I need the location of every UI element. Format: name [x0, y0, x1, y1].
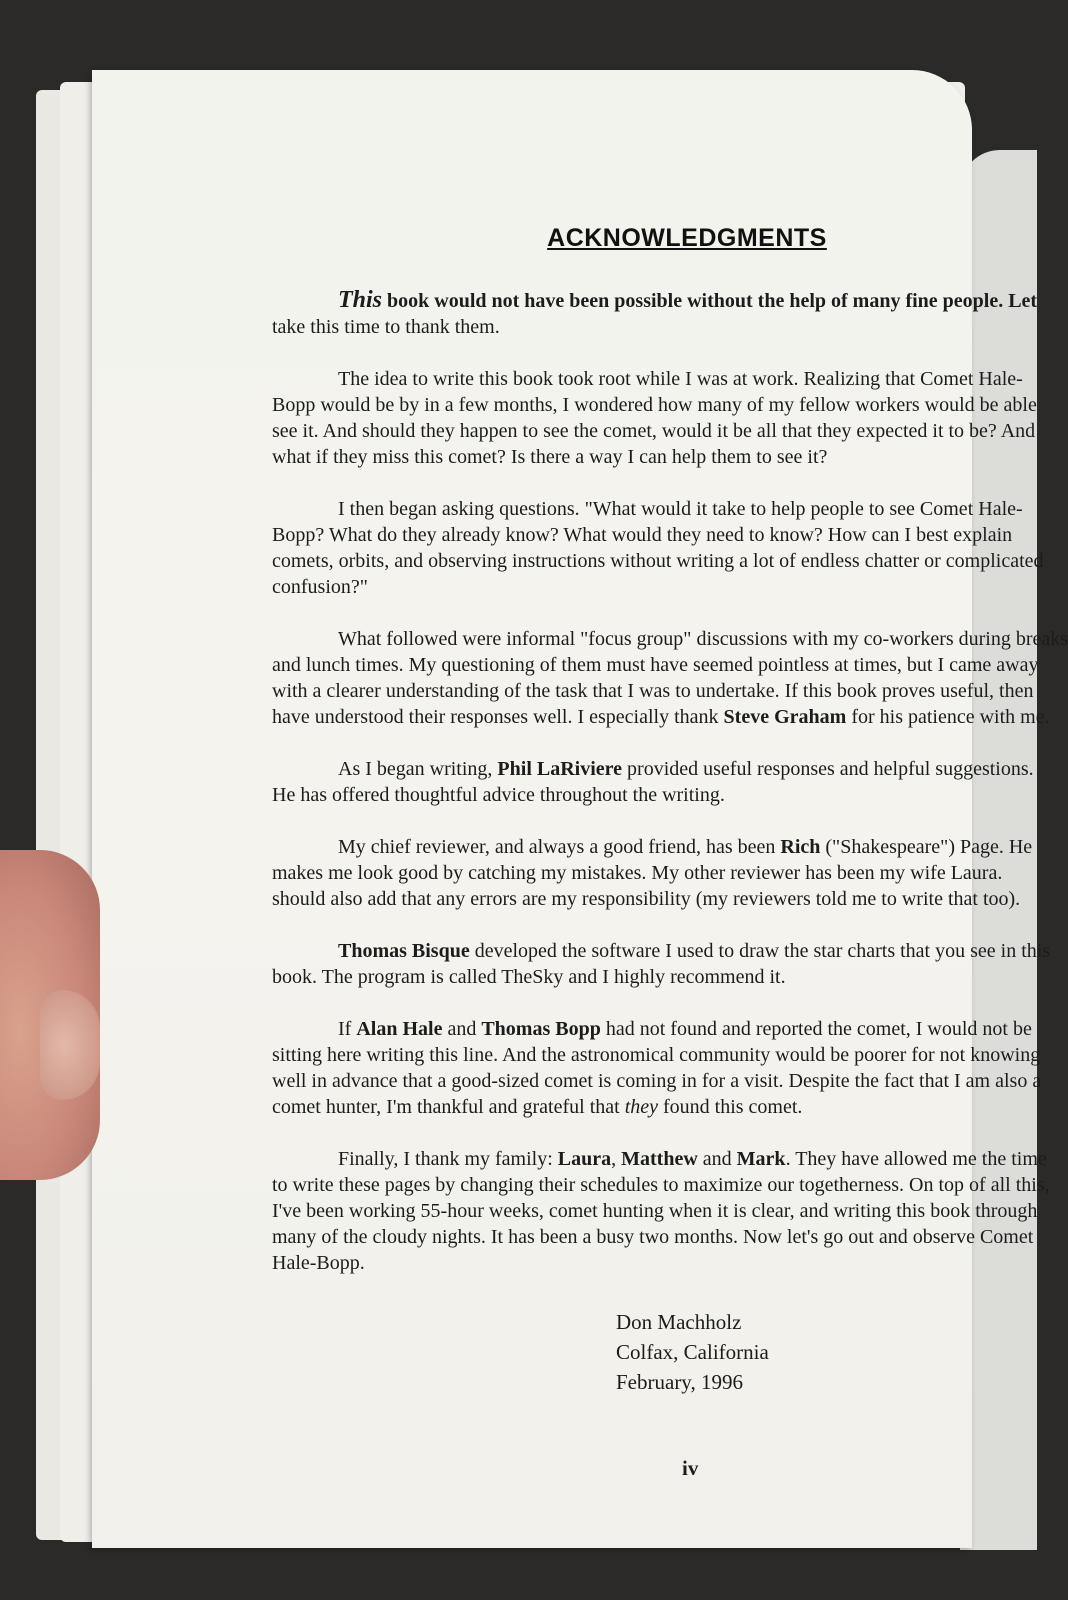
text-segment: many of the cloudy nights. It has been a busy two months. Now let's go out and observe Comet [272, 1226, 1034, 1248]
text-segment: have understood their responses well. I especially thank [272, 706, 724, 728]
text-line [338, 368, 1023, 390]
paragraph [272, 1016, 1062, 1120]
text-segment: confusion?" [272, 576, 368, 598]
text-segment: found this comet. [658, 1096, 803, 1118]
text-segment: and lunch times. My questioning of them must have seemed pointless at times, but I came away [272, 654, 1039, 676]
text-segment: what if they miss this comet? Is there a way I can help them to see it? [272, 446, 828, 468]
text-line [338, 758, 1034, 780]
emphasized-text: This [338, 287, 383, 313]
text-line [272, 862, 1002, 884]
text-line [338, 498, 1023, 520]
book-page [92, 70, 1068, 1548]
text-segment: He has offered thoughtful advice throughout the writing. [272, 784, 725, 806]
text-segment: for his patience with me. [846, 706, 1050, 728]
text-segment: I then began asking questions. "What would it take to help people to see Comet Hale- [338, 498, 1023, 520]
text-line [272, 966, 786, 988]
text-segment: , [611, 1148, 622, 1170]
text-segment: Hale-Bopp. [272, 1252, 365, 1274]
text-segment: My chief reviewer, and always a good friend, has been [338, 836, 781, 858]
text-line [338, 1148, 1047, 1170]
text-segment: sitting here writing this line. And the astronomical community would be poorer for not knowing [272, 1044, 1041, 1066]
page-content [272, 224, 1068, 1525]
acknowledgment-text [272, 287, 1068, 1276]
text-segment: provided useful responses and helpful suggestions. [622, 758, 1034, 780]
text-line [272, 654, 1039, 676]
text-line [272, 524, 1012, 546]
page-number: iv [682, 1456, 699, 1480]
paragraph [272, 834, 1062, 912]
emphasized-text: Thomas Bisque [338, 940, 470, 962]
text-line [338, 1018, 1032, 1040]
text-segment: ("Shakespeare") Page. He [820, 836, 1033, 858]
thumbnail-nail [40, 990, 100, 1100]
text-segment: to write these pages by changing their schedules to maximize our togetherness. On top of all this, [272, 1174, 1050, 1196]
text-line [272, 550, 1044, 572]
paragraph [272, 1146, 1062, 1276]
text-segment: I've been working 55-hour weeks, comet hunting when it is clear, and writing this book through [272, 1200, 1038, 1222]
text-segment: If [338, 1018, 357, 1040]
text-segment: Bopp? What do they already know? What would they need to know? How can I best explain [272, 524, 1013, 546]
emphasized-text: Matthew [621, 1148, 698, 1170]
text-line [272, 784, 725, 806]
emphasized-text: Steve Graham [723, 706, 847, 728]
emphasized-text: Thomas Bopp [481, 1018, 601, 1040]
text-line [272, 394, 1037, 416]
paragraph [272, 496, 1062, 600]
signature-name: Don Machholz [616, 1310, 742, 1334]
paragraph [272, 938, 1062, 990]
text-segment: and [442, 1018, 482, 1040]
text-line [272, 1174, 1050, 1196]
text-line [272, 888, 1020, 910]
text-line [272, 1200, 1037, 1222]
text-segment: book. The program is called TheSky and I highly recommend it. [272, 966, 786, 988]
emphasized-text: Phil LaRiviere [497, 758, 623, 780]
paragraph [272, 366, 1062, 470]
emphasized-text: book would not have been possible without the help of many fine people. Let [382, 290, 1038, 312]
text-segment: comet hunter, I'm thankful and grateful that [272, 1096, 625, 1118]
text-segment: take this time to thank them. [272, 316, 500, 338]
text-line [338, 940, 1050, 962]
text-segment: As I began writing, [338, 758, 498, 780]
paragraph [272, 756, 1062, 808]
text-line [338, 836, 1032, 858]
signature-date: February, 1996 [616, 1370, 743, 1394]
signature-place: Colfax, California [616, 1340, 769, 1364]
text-segment: developed the software I used to draw the star charts that you see in this [469, 940, 1051, 962]
emphasized-text: Rich [780, 836, 821, 858]
text-segment: The idea to write this book took root while I was at work. Realizing that Comet Hale- [338, 368, 1023, 390]
text-segment: and [697, 1148, 737, 1170]
page-title: ACKNOWLEDGMENTS [547, 224, 827, 252]
text-line [272, 1226, 1033, 1248]
text-segment: with a clearer understanding of the task that I was to undertake. If this book proves useful, then [272, 680, 1034, 702]
text-segment: should also add that any errors are my responsibility (my reviewers told me to write that too). [272, 888, 1021, 910]
signature-block [616, 1307, 769, 1397]
text-line [272, 1044, 1040, 1066]
text-line [272, 420, 1035, 442]
text-segment: had not found and reported the comet, I would not be [600, 1018, 1032, 1040]
paragraph [272, 287, 1062, 340]
text-line [272, 446, 827, 468]
text-line [338, 628, 1068, 650]
text-segment: . They have allowed me the time [785, 1148, 1047, 1170]
text-line [272, 1252, 365, 1274]
emphasized-text: Alan Hale [356, 1018, 443, 1040]
text-line [272, 1096, 802, 1118]
text-segment: What followed were informal "focus group" discussions with my co-workers during breaks [338, 628, 1068, 650]
text-segment: Bopp would be by in a few months, I wondered how many of my fellow workers would be able [272, 394, 1037, 416]
emphasized-text: Mark [736, 1148, 786, 1170]
text-segment: see it. And should they happen to see the comet, would it be all that they expected it to be? And [272, 420, 1036, 442]
text-segment: makes me look good by catching my mistakes. My other reviewer has been my wife Laura. [272, 862, 1003, 884]
text-segment: Finally, I thank my family: [338, 1148, 558, 1170]
text-line [272, 316, 500, 338]
paragraph [272, 626, 1068, 730]
text-line [272, 680, 1033, 702]
text-line [272, 706, 1050, 728]
text-line [338, 287, 1038, 313]
text-line [272, 576, 368, 598]
text-line [272, 1070, 1041, 1092]
emphasized-text: they [624, 1096, 658, 1118]
emphasized-text: Laura [557, 1148, 612, 1170]
text-segment: comets, orbits, and observing instructions without writing a lot of endless chatter or complicated [272, 550, 1044, 572]
text-segment: well in advance that a good-sized comet is coming in for a visit. Despite the fact that I am also a [272, 1070, 1042, 1092]
